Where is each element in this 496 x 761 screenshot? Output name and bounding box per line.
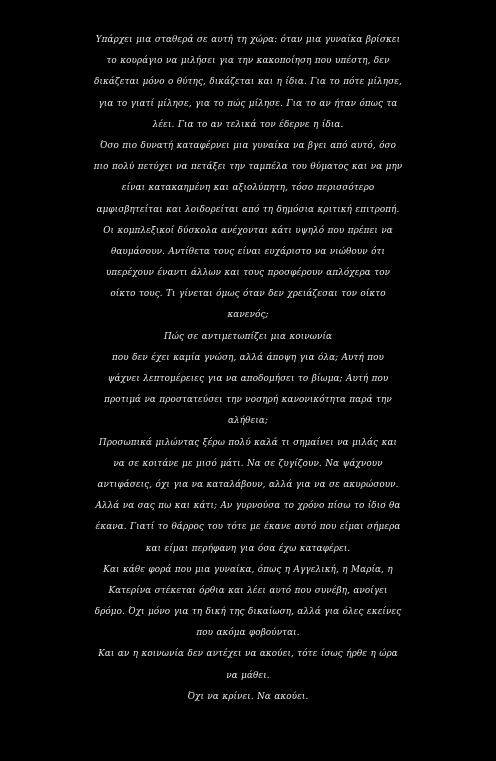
- text-line: που ακόμα φοβούνται.: [196, 628, 300, 639]
- text-line: έκανα. Γιατί το θάρρος του τότε με έκανε αυτό που είμαι σήμερα: [95, 522, 401, 533]
- text-line: και είμαι περήφανη για όσα έχω καταφέρει.: [145, 543, 351, 554]
- text-line: Αλλά να σας πω και κάτι; Αν γυρνούσα το χρόνο πίσω το ίδιο θα: [95, 501, 401, 512]
- text-line: Προσωπικά μιλώντας ξέρω πολύ καλά τι σημαίνει να μιλάς και: [98, 437, 398, 448]
- text-line: πιο πολύ πετύχει να πετάξει την ταμπέλα του θύματος και να μην: [93, 162, 403, 173]
- text-line: Οι κομπλεξικοί δύσκολα ανέχονται κάτι υψηλό που πρέπει να: [103, 225, 393, 236]
- text-line: Υπάρχει μια σταθερά σε αυτή τη χώρα: όταν μια γυναίκα βρίσκει: [95, 35, 401, 45]
- text-line: προτιμά να προστατεύσει την νοσηρή κανονικότητα παρά την: [104, 395, 392, 406]
- text-line: ψάχνει λεπτομέρειες για να αποδομήσει το βίωμα; Αυτή που: [107, 374, 389, 384]
- text-line: δρόμο. Όχι μόνο για τη δική της δικαίωση, αλλά για όλες εκείνες: [94, 607, 402, 618]
- text-line: Όχι να κρίνει. Να ακούει.: [187, 691, 309, 702]
- text-line: για το γιατί μίλησε, για το πώς μίλησε. Για το αν ήταν όπως τα: [98, 98, 398, 109]
- text-line: να μάθει.: [226, 670, 270, 681]
- text-line: Κατερίνα στέκεται όρθια και λέει αυτό που συνέβη, ανοίγει: [108, 585, 388, 596]
- text-line: θαυμάσουν. Αντίθετα τους είναι ευχάριστο να νιώθουν ότι: [110, 246, 386, 257]
- text-line: Και κάθε φορά που μια γυναίκα, όπως η Αγγελική, η Μαρία, η: [103, 564, 393, 575]
- text-line: υπερέχουν έναντι άλλων και τους προσφέρουν απλόχερα τον: [105, 268, 391, 279]
- text-line: αμφισβητείται και λοιδορείται από τη δημόσια κριτική επιτροπή.: [96, 204, 400, 215]
- text-line: Και αν η κοινωνία δεν αντέχει να ακούει, τότε ίσως ήρθε η ώρα: [98, 649, 398, 660]
- post-body: [0, 30, 496, 708]
- text-line: είναι κατακαημένη και αξιολύπητη, τόσο περισσότερο: [121, 183, 375, 194]
- text-line: λέει. Για το αν τελικά τον έδερνε η ίδια.: [152, 119, 344, 130]
- text-line: να σε κοιτάνε με μισό μάτι. Να σε ζυγίζουν. Να ψάχνουν: [113, 458, 383, 469]
- text-line: το κουράγιο να μιλήσει για την κακοποίηση που υπέστη, δεν: [106, 56, 390, 67]
- text-line: Πώς σε αντιμετωπίζει μια κοινωνία: [163, 331, 333, 342]
- text-line: αντιφάσεις, όχι για να καταλάβουν, αλλά για να σε ακυρώσουν.: [97, 479, 399, 490]
- text-line: δικάζεται μόνο ο θύτης, δικάζεται και η ίδια. Για το πότε μίλησε,: [94, 77, 402, 88]
- text-line: οίκτο τους. Τι γίνεται όμως όταν δεν χρειάζεσαι τον οίκτο: [110, 289, 386, 300]
- text-line: κανενός;: [227, 310, 269, 321]
- text-line: αλήθεια;: [228, 416, 268, 427]
- text-line: Όσο πιο δυνατή καταφέρνει μια γυναίκα να βγει από αυτό, όσο: [99, 140, 397, 151]
- text-line: που δεν έχει καμία γνώση, αλλά άποψη για όλα; Αυτή που: [112, 352, 384, 363]
